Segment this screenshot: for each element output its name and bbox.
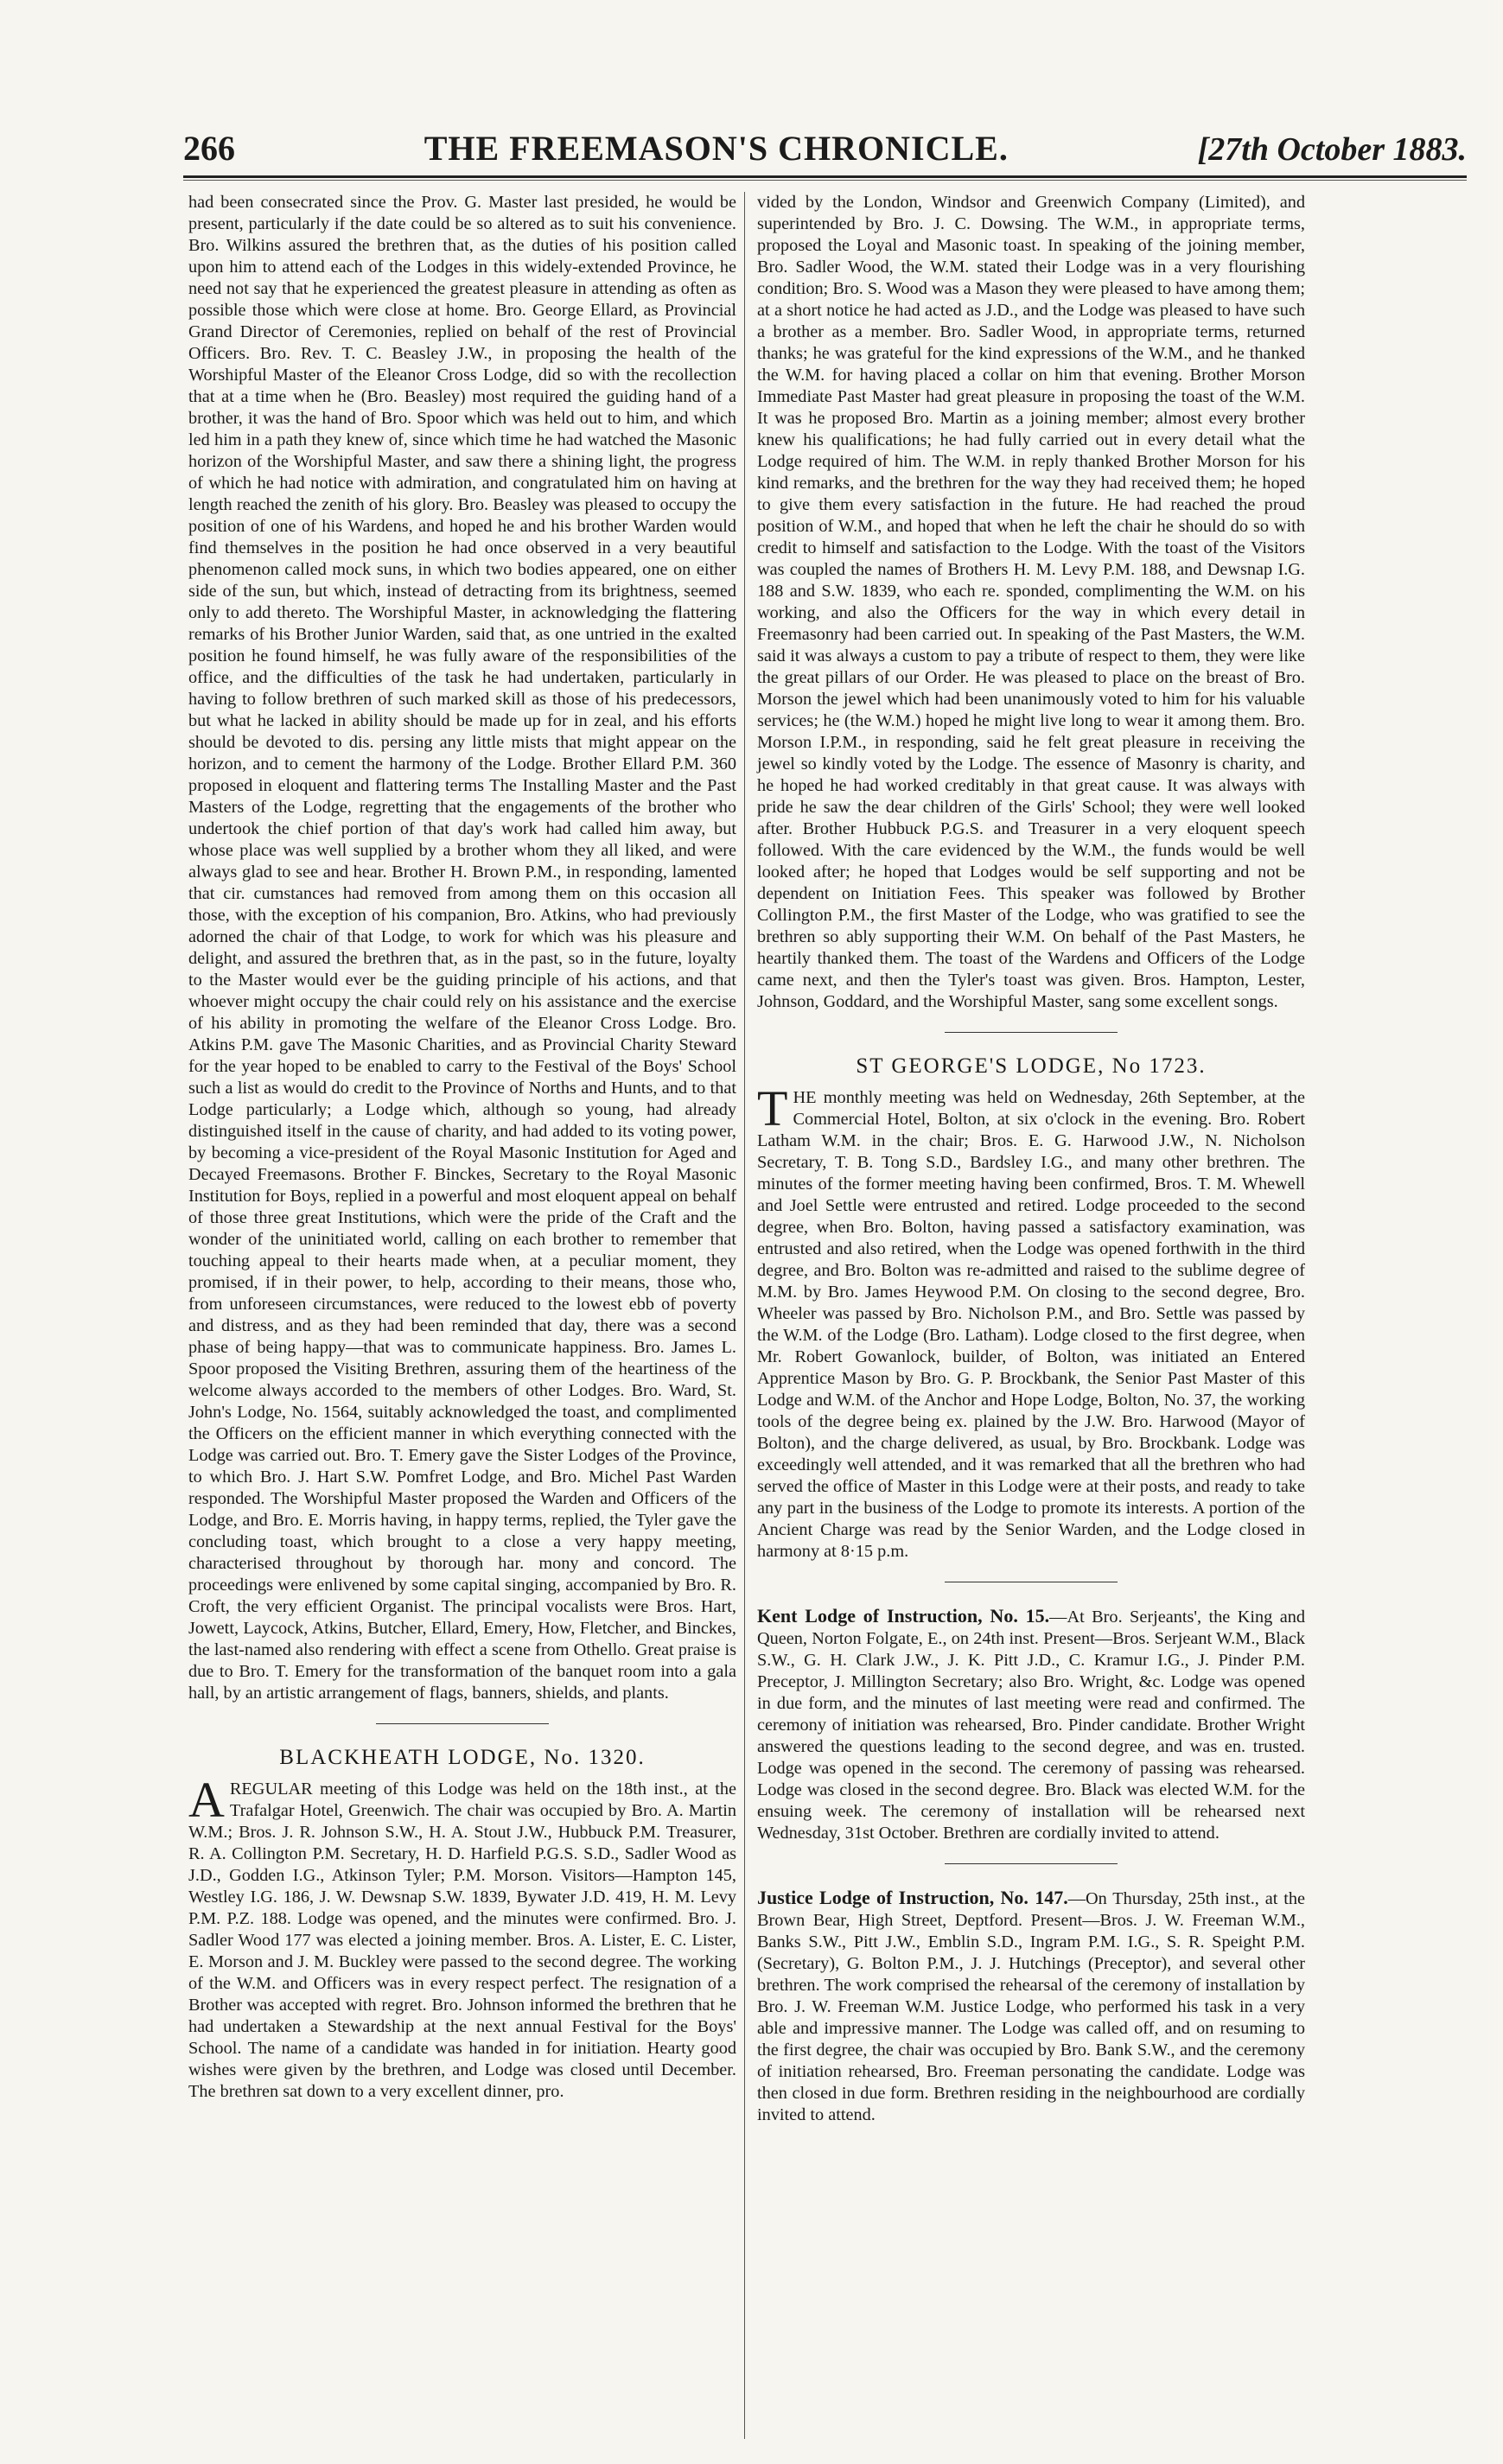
kent-lodge-title: Kent Lodge of Instruction, No. 15. [757, 1605, 1050, 1627]
section-divider [945, 1863, 1118, 1864]
st-georges-lodge-heading: ST GEORGE'S LODGE, No 1723. [856, 1054, 1207, 1078]
page-title: THE FREEMASON'S CHRONICLE. [424, 129, 1009, 168]
justice-lodge-report [757, 1887, 1305, 2126]
blackheath-lodge-heading: BLACKHEATH LODGE, No. 1320. [279, 1746, 646, 1769]
masthead [183, 128, 1467, 173]
blackheath-lodge-report-continued: vided by the London, Windsor and Greenwich Company (Limited), and superintended by Bro. J. C. Dowsing. The W.M., in appropriate terms, proposed the Loyal and Masonic toast. In speaking of the joining member, Bro. Sadler Wood, the W.M. stated their Lodge was in a very flourishing condition; Bro. S. Wood was a Mason they were pleased to have among them; at a short notice he had acted as J.D., and the Lodge was pleased to have such a brother as a member. Bro. Sadler Wood, in appropriate terms, returned thanks; he was grateful for the kind expressions of the W.M., and he thanked the W.M. for having placed a collar on him that evening. Brother Morson Immediate Past Master had great pleasure in proposing the toast of the W.M. It was he proposed Bro. Martin as a joining member; almost every brother knew his qualifications; he had fully carried out in every detail what the Lodge required of him. The W.M. in reply thanked Brother Morson for his kind remarks, and the brethren for the way they had received them; he hoped to give them every satisfaction in the future. He had reached the proud position of W.M., and hoped that when he left the chair he should do so with credit to himself and satisfaction to the Lodge. With the toast of the Visitors was coupled the names of Brothers H. M. Levy P.M. 188, and Dewsnap I.G. 188 and S.W. 1839, who each re. sponded, complimenting the W.M. on his working, and also the Officers for the way in which every detail in Freemasonry had been carried out. In speaking of the Past Masters, the W.M. said it was always a custom to pay a tribute of respect to them, they were like the great pillars of our Order. He was pleased to place on the breast of Bro. Morson the jewel which had been unanimously voted to him for his valuable services; he (the W.M.) hoped he might live long to wear it among them. Bro. Morson I.P.M., in responding, said he felt great pleasure in receiving the jewel so kindly voted by the Lodge. The essence of Masonry is charity, and he hoped he had worked creditably in that great cause. It was always with pride he saw the dear children of the Girls' School; they were well looked after. Brother Hubbuck P.G.S. and Treasurer in a very eloquent speech followed. With the care evidenced by the W.M., the funds would be well looked after; he hoped that Lodges would be self supporting and not be dependent on Initiation Fees. This speaker was followed by Brother Collington P.M., the first Master of the Lodge, who was gratified to see the brethren so ably supporting their W.M. On behalf of the Past Masters, he heartily thanked them. The toast of the Wardens and Officers of the Lodge came next, and then the Tyler's toast was given. Bros. Hampton, Lester, Johnson, Goddard, and the Worshipful Master, sang some excellent songs. [757, 193, 1305, 1011]
eleanor-cross-report-continued: had been consecrated since the Prov. G. Master last presided, he would be present, particularly if the date could be so altered as to suit his convenience. Bro. Wilkins assured the brethren that, as the duties of his position called upon him to attend each of the Lodges in this widely-extended Province, he need not say that he experienced the greatest pleasure in attending as often as possible those which were close at home. Bro. George Ellard, as Provincial Grand Director of Ceremonies, replied on behalf of the rest of Provincial Officers. Bro. Rev. T. C. Beasley J.W., in proposing the health of the Worshipful Master of the Eleanor Cross Lodge, did so with the recollection that at a time when he (Bro. Beasley) most required the guiding hand of a brother, it was the hand of Bro. Spoor which was held out to him, and which led him in a path they knew of, since which time he had watched the Masonic horizon of the Worshipful Master, and saw there a shining light, the progress of which he had notice with admiration, and congratulated him on having at length reached the zenith of his glory. Bro. Beasley was pleased to occupy the position of one of his Wardens, and hoped he and his brother Warden would find themselves in the position he had once observed in a very beautiful phenomenon called mock suns, in which two bodies appeared, one on either side of the sun, but which, instead of detracting from its brightness, seemed only to add thereto. The Worshipful Master, in acknowledging the flattering remarks of his Brother Junior Warden, said that, as one untried in the exalted position he found himself, he was fully aware of the responsibilities of the office, and the difficulties of the task he had undertaken, particularly in having to follow brethren of such marked skill as those of his predecessors, but what he lacked in ability should be made up for in zeal, and his efforts should be devoted to dis. persing any little mists that might appear on the horizon, and to cement the harmony of the Lodge. Brother Ellard P.M. 360 proposed in eloquent and flattering terms The Installing Master and the Past Masters of the Lodge, regretting that the engagements of the brother who undertook the chief portion of that day's work had called him away, but whose place was well supplied by a brother whom they all liked, and were always glad to see and hear. Brother H. Brown P.M., in responding, lamented that cir. cumstances had removed from among them on this occasion all those, with the exception of his companion, Bro. Atkins, who had previously adorned the chair of that Lodge, to work for which was his pleasure and delight, and assured the brethren that, as in the past, so in the future, loyalty to the Master would ever be the guiding principle of his actions, and that whoever might occupy the chair could rely on his assistance and the exercise of his ability in promoting the welfare of the Eleanor Cross Lodge. Bro. Atkins P.M. gave The Masonic Charities, and as Provincial Charity Steward for the year hoped to be enabled to carry to the Festival of the Boys' School such a list as would do credit to the Province of Norths and Hunts, and to that Lodge particularly; a Lodge which, although so young, had already distinguished itself in the cause of charity, and had added to its voting power, by becoming a vice-president of the Royal Masonic Institution for Aged and Decayed Freemasons. Brother F. Binckes, Secretary to the Royal Masonic Institution for Boys, replied in a powerful and most eloquent appeal on behalf of those three great Institutions, which were the pride of the Craft and the wonder of the uninitiated world, calling on each brother to remember that touching appeal to their hearts made when, at a peculiar moment, they promised, if in their power, to help, according to their means, those who, from unforeseen circumstances, were reduced to the lowest ebb of poverty and distress, and as they had been reminded that day, there was a second phase of being happy—that was to communicate happiness. Bro. James L. Spoor proposed the Visiting Brethren, assuring them of the heartiness of the welcome always accorded to the members of other Lodges. Bro. Ward, St. John's Lodge, No. 1564, suitably acknowledged the toast, and complimented the Officers on the efficient manner in which everything connected with the Lodge was carried out. Bro. T. Emery gave the Sister Lodges of the Province, to which Bro. J. Hart S.W. Pomfret Lodge, and Bro. Michel Past Warden responded. The Worshipful Master proposed the Warden and Officers of the Lodge, and Bro. E. Morris having, in happy terms, replied, the Tyler gave the concluding toast, which brought to a close a very happy meeting, characterised throughout by thorough har. mony and concord. The proceedings were enlivened by some capital singing, accompanied by Bro. R. Croft, the very efficient Organist. The principal vocalists were Bros. Hart, Jowett, Laycock, Atkins, Butcher, Ellard, Emery, How, Fletcher, and Binckes, the last-named also rendering with effect a scene from Othello. Great praise is due to Bro. T. Emery for the transformation of the banquet room into a gala hall, by an artistic arrangement of flags, banners, shields, and plants. [188, 193, 736, 1703]
column-divider [744, 192, 745, 2439]
header-rule-thin [183, 180, 1467, 181]
section-divider [945, 1032, 1118, 1033]
page-number: 266 [183, 129, 235, 168]
justice-lodge-body: —On Thursday, 25th inst., at the Brown Bear, High Street, Deptford. Present—Bros. J. W. Freeman W.M., Banks S.W., Pitt J.W., Emblin S.D., Ingram P.M. I.G., S. R. Speight P.M. (Secretary), G. Bolton P.M., J. J. Hutchings (Preceptor), and several other brethren. The work comprised the rehearsal of the ceremony of installation by Bro. J. W. Freeman W.M. Justice Lodge, who performed his task in a very able and impressive manner. The Lodge was called off, and on resuming to the first degree, the chair was occupied by Bro. Bank S.W., and the ceremony of initiation rehearsed, Bro. Freeman personating the candidate. Lodge was then closed in due form. Brethren residing in the neighbourhood are cordially invited to attend. [757, 1889, 1305, 2124]
issue-date: [27th October 1883. [1197, 131, 1467, 168]
left-column [188, 192, 736, 2104]
st-georges-lodge-report: THE monthly meeting was held on Wednesday, 26th September, at the Commercial Hotel, Bolton, at six o'clock in the evening. Bro. Robert Latham W.M. in the chair; Bros. E. G. Harwood J.W., N. Nicholson Secretary, T. B. Tong S.D., Bardsley I.G., and many other brethren. The minutes of the former meeting having been confirmed, Bros. T. M. Whewell and Joel Settle were entrusted and retired. Lodge proceeded to the second degree, when Bro. Bolton, having passed a satisfactory examination, was entrusted and also retired, when the Lodge was opened forthwith in the third degree, and Bro. Bolton was re-admitted and raised to the sublime degree of M.M. by Bro. James Heywood P.M. On closing to the second degree, Bro. Wheeler was passed by Bro. Nicholson P.M., and Bro. Settle was passed by the W.M. of the Lodge (Bro. Latham). Lodge closed to the first degree, when Mr. Robert Gowanlock, builder, of Bolton, was initiated an Entered Apprentice Mason by Bro. G. P. Brockbank, the Senior Past Master of this Lodge and W.M. of the Anchor and Hope Lodge, Bolton, No. 37, the working tools of the degree being ex. plained by the J.W. Bro. Harwood (Mayor of Bolton), and the charge delivered, as usual, by Bro. Brockbank. Lodge was exceedingly well attended, and it was remarked that all the brethren who had served the office of Master in this Lodge were at their posts, and ready to take any part in the business of the Lodge to promote its interests. A portion of the Ancient Charge was read by the Senior Warden, and the Lodge closed in harmony at 8·15 p.m. [757, 1080, 1305, 1561]
section-divider [376, 1723, 549, 1724]
blackheath-lodge-report: AREGULAR meeting of this Lodge was held on the 18th inst., at the Trafalgar Hotel, Greenwich. The chair was occupied by Bro. A. Martin W.M.; Bros. J. R. Johnson S.W., H. A. Stout J.W., Hubbuck P.M. Treasurer, R. A. Collington P.M. Secretary, H. D. Harfield P.G.S. S.D., Sadler Wood as J.D., Godden I.G., Atkinson Tyler; P.M. Morson. Visitors—Hampton 145, Westley I.G. 186, J. W. Dewsnap S.W. 1839, Bywater J.D. 419, H. M. Levy P.M. P.Z. 188. Lodge was opened, and the minutes were confirmed. Bro. J. Sadler Wood 177 was elected a joining member. Bros. A. Lister, E. C. Lister, E. Morson and J. M. Buckley were passed to the second degree. The working of the W.M. and Officers was in every respect perfect. The resignation of a Brother was accepted with regret. Bro. Johnson informed the brethren that he had undertaken a Stewardship at the next annual Festival for the Boys' School. The name of a candidate was handed in for initiation. Hearty good wishes were given by the brethren, and Lodge was closed until December. The brethren sat down to a very excellent dinner, pro. [188, 1772, 736, 2101]
right-column [757, 192, 1305, 2128]
header-rule [183, 175, 1467, 178]
kent-lodge-body: —At Bro. Serjeants', the King and Queen, Norton Folgate, E., on 24th inst. Present—Bros. Serjeant W.M., Black S.W., G. H. Clark J.W., J. K. Pitt J.D., C. Kramur I.G., J. Pinder P.M. Preceptor, J. Millington Secretary; also Bro. Wright, &c. Lodge was opened in due form, and the minutes of last meeting were read and confirmed. The ceremony of initiation was rehearsed, Bro. Pinder candidate. Brother Wright answered the questions leading to the second degree, and was en. trusted. Lodge was opened in the second. The ceremony of passing was rehearsed. Lodge was closed in the second degree. Bro. Black was elected W.M. for the ensuing week. The ceremony of installation will be rehearsed next Wednesday, 31st October. Brethren are cordially invited to attend. [757, 1608, 1305, 1843]
justice-lodge-title: Justice Lodge of Instruction, No. 147. [757, 1887, 1068, 1908]
kent-lodge-report [757, 1605, 1305, 1844]
